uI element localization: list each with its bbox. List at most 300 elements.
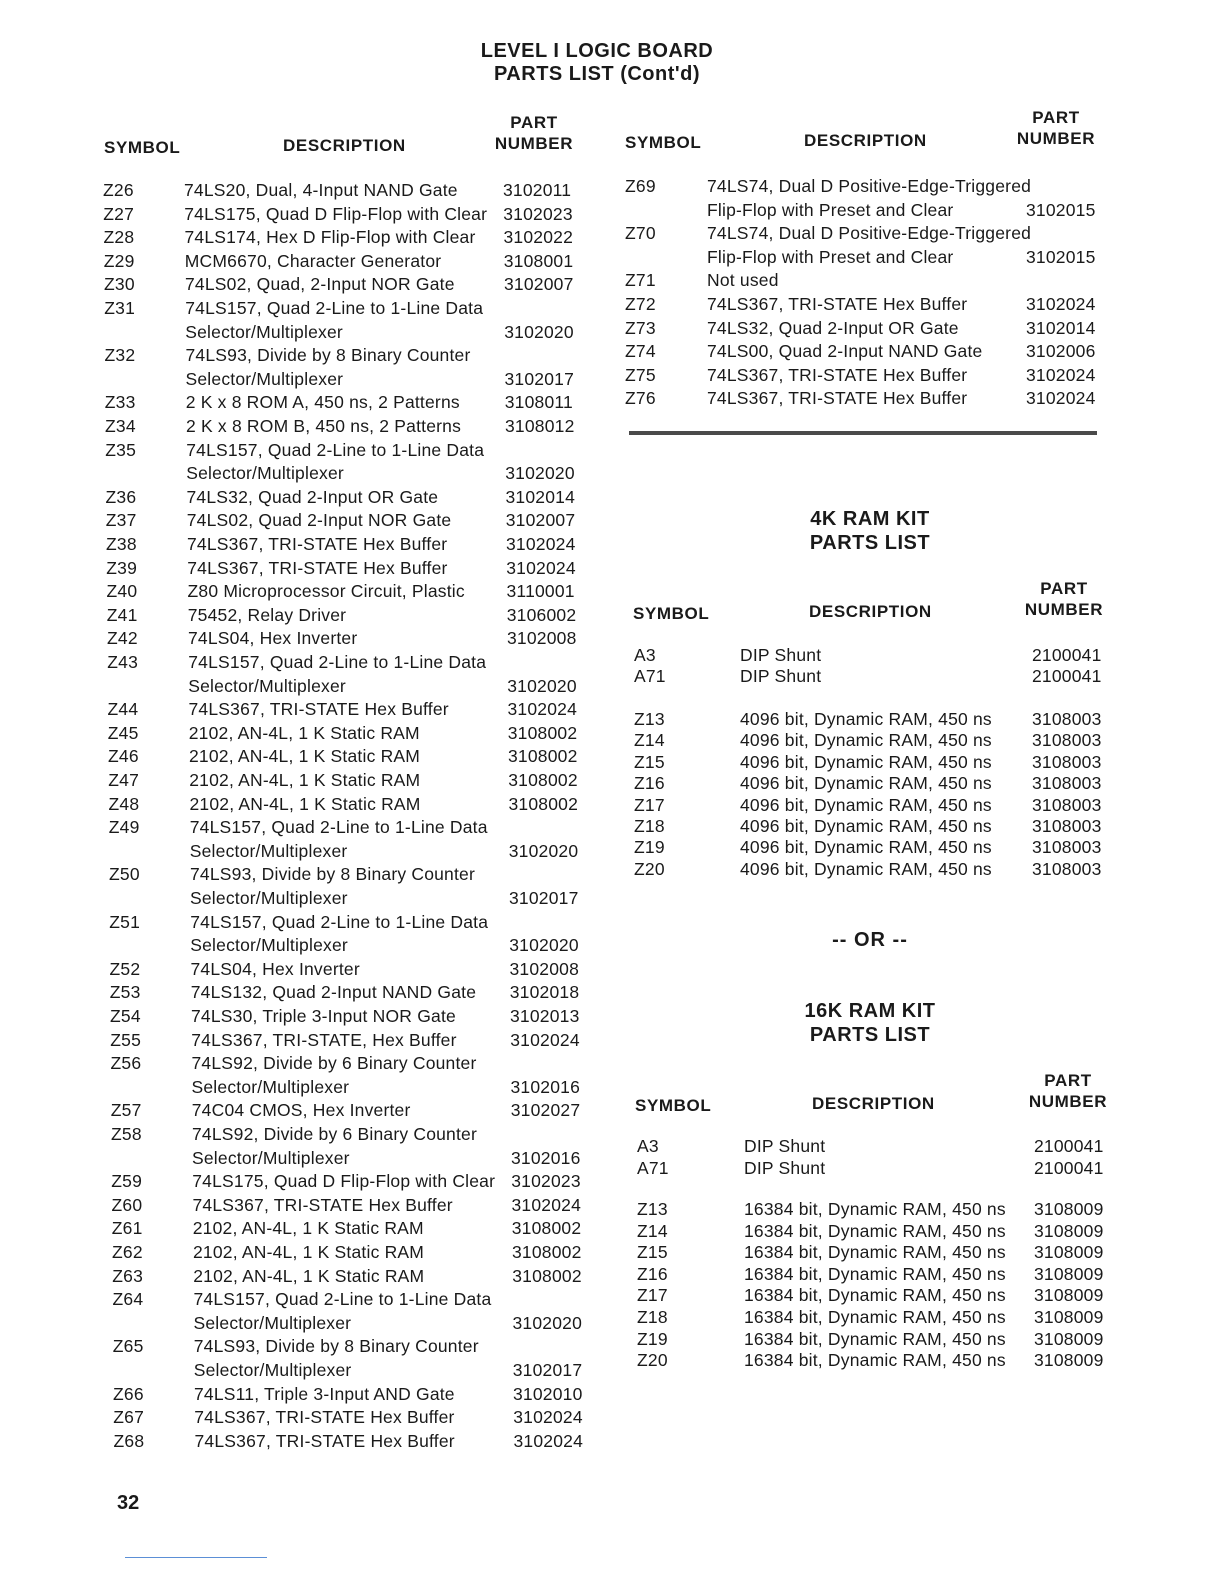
row-part-number: 3108011 <box>504 392 573 413</box>
table-row <box>634 709 1114 730</box>
row-part-number: 3102022 <box>503 227 574 248</box>
table-row <box>111 1052 611 1099</box>
table-row <box>637 1136 1117 1158</box>
row-part-number: 2100041 <box>1034 1157 1104 1178</box>
row-description: 74LS367, TRI-STATE Hex Buffer <box>707 294 968 314</box>
row-symbol: Z57 <box>110 1100 142 1121</box>
row-description: Flip-Flop with Preset and Clear <box>707 246 954 267</box>
row-description: 4096 bit, Dynamic RAM, 450 ns <box>740 837 992 858</box>
row-description: 74LS32, Quad 2-Input OR Gate <box>186 486 439 507</box>
row-symbol: Z32 <box>104 345 136 366</box>
table-row <box>634 859 1114 880</box>
table-row <box>106 509 606 533</box>
row-part-number: 3102013 <box>510 1006 580 1026</box>
row-description: 2 K x 8 ROM A, 450 ns, 2 Patterns <box>185 392 460 413</box>
row-part-number: 3108003 <box>1032 730 1102 751</box>
kit-16k-title <box>720 999 1020 1047</box>
row-symbol: Z50 <box>109 864 140 885</box>
kit-16k-number-header-line: NUMBER <box>1028 1092 1108 1111</box>
table-row <box>103 203 603 227</box>
row-part-number: 3102010 <box>513 1383 583 1404</box>
row-symbol: Z62 <box>112 1242 143 1262</box>
row-symbol: Z67 <box>113 1407 145 1428</box>
table-row <box>108 769 608 793</box>
row-symbol: Z63 <box>112 1265 144 1286</box>
footer-rule <box>125 1557 267 1558</box>
table-row <box>105 344 605 391</box>
row-symbol: Z34 <box>105 416 136 436</box>
row-part-number: 2100041 <box>1032 645 1102 665</box>
table-row <box>634 752 1114 773</box>
row-part-number: 3108009 <box>1034 1242 1104 1263</box>
row-part-number: 3102020 <box>512 1312 583 1333</box>
table-row <box>109 793 609 817</box>
table-row <box>113 1406 613 1430</box>
row-part-number: 3102024 <box>513 1407 583 1428</box>
row-description: 74LS367, TRI-STATE Hex Buffer <box>707 364 968 385</box>
row-part-number: 3102020 <box>509 935 579 956</box>
row-description: Selector/Multiplexer <box>193 1359 352 1380</box>
row-symbol: Z27 <box>103 203 135 224</box>
row-description: 74LS93, Divide by 8 Binary Counter <box>185 345 471 366</box>
row-symbol: Z58 <box>111 1124 142 1144</box>
row-part-number: 3102024 <box>507 699 578 720</box>
row-description: 74LS30, Triple 3-Input NOR Gate <box>191 1006 456 1026</box>
row-part-number: 3102024 <box>1026 388 1096 409</box>
row-description: 2102, AN-4L, 1 K Static RAM <box>193 1265 425 1286</box>
row-symbol: Z60 <box>111 1194 143 1215</box>
row-part-number: 3102024 <box>511 1194 582 1215</box>
table-row <box>113 1288 613 1335</box>
table-row <box>106 486 606 510</box>
table-row <box>113 1335 613 1382</box>
row-description: 74LS20, Dual, 4-Input NAND Gate <box>184 180 458 200</box>
row-symbol: Z56 <box>110 1053 142 1074</box>
row-symbol: Z72 <box>625 294 656 314</box>
row-part-number: 3102017 <box>512 1359 583 1380</box>
row-symbol: Z65 <box>112 1336 144 1357</box>
row-symbol: Z53 <box>109 982 141 1003</box>
row-description: 4096 bit, Dynamic RAM, 450 ns <box>740 794 992 815</box>
table-row <box>109 816 609 863</box>
row-part-number: 3102024 <box>506 534 576 554</box>
row-part-number: 3102024 <box>510 1029 580 1050</box>
row-description: 74LS04, Hex Inverter <box>188 628 358 649</box>
table-row <box>109 911 609 958</box>
row-symbol: Z61 <box>111 1218 143 1239</box>
table-row <box>637 1329 1117 1351</box>
row-part-number: 3108009 <box>1034 1199 1104 1219</box>
row-symbol: Z13 <box>634 709 665 729</box>
kit-16k-part-header-line: PART <box>1044 1071 1092 1090</box>
row-symbol: A3 <box>634 645 656 665</box>
row-symbol: Z64 <box>112 1289 144 1310</box>
row-description: Selector/Multiplexer <box>185 321 343 342</box>
row-part-number: 3102027 <box>510 1100 581 1121</box>
row-symbol: Z18 <box>637 1307 668 1327</box>
right-symbol-header: SYMBOL <box>625 133 702 152</box>
table-row <box>113 1383 613 1407</box>
table-row <box>634 773 1114 794</box>
row-description: Selector/Multiplexer <box>188 675 346 696</box>
row-symbol: Z17 <box>637 1285 668 1306</box>
row-part-number: 3102024 <box>513 1430 584 1451</box>
row-part-number: 3108009 <box>1034 1263 1104 1284</box>
table-row <box>105 391 605 415</box>
table-row <box>111 1170 611 1194</box>
row-symbol: Z13 <box>637 1199 668 1219</box>
table-row <box>625 269 1105 293</box>
row-description: 16384 bit, Dynamic RAM, 450 ns <box>744 1220 1006 1241</box>
row-description: Selector/Multiplexer <box>190 935 348 956</box>
table-row <box>107 651 607 698</box>
table-row <box>104 297 604 344</box>
row-description: Selector/Multiplexer <box>185 368 344 389</box>
table-row <box>634 795 1114 816</box>
row-symbol: A3 <box>637 1136 659 1156</box>
row-part-number: 3108009 <box>1034 1307 1104 1327</box>
row-description: 4096 bit, Dynamic RAM, 450 ns <box>740 709 992 729</box>
row-part-number: 3102007 <box>505 510 576 531</box>
table-row <box>625 293 1105 317</box>
table-row <box>104 250 604 274</box>
table-row <box>637 1158 1117 1180</box>
table-row <box>105 415 605 439</box>
row-part-number: 3102020 <box>504 321 574 342</box>
kit-4k-description-header: DESCRIPTION <box>809 602 932 621</box>
row-symbol: Z28 <box>103 227 135 248</box>
row-part-number: 3102017 <box>504 368 575 389</box>
page-title <box>0 40 1194 86</box>
row-symbol: Z19 <box>634 837 665 858</box>
row-description: DIP Shunt <box>740 645 822 665</box>
table-row <box>111 1123 611 1170</box>
table-row <box>114 1430 614 1454</box>
row-part-number: 3108012 <box>505 416 575 436</box>
table-row <box>637 1307 1117 1329</box>
row-part-number: 3102007 <box>504 274 574 295</box>
row-description: Selector/Multiplexer <box>193 1312 352 1333</box>
row-symbol: Z71 <box>625 270 656 291</box>
row-symbol: Z39 <box>106 557 138 578</box>
row-description: 74LS04, Hex Inverter <box>190 958 360 979</box>
row-description: Selector/Multiplexer <box>191 1076 350 1097</box>
row-description: 75452, Relay Driver <box>187 604 347 625</box>
row-symbol: Z19 <box>637 1328 668 1349</box>
row-description: 16384 bit, Dynamic RAM, 450 ns <box>744 1263 1006 1284</box>
section-divider <box>629 431 1097 435</box>
table-row <box>107 627 607 651</box>
row-part-number: 3108003 <box>1032 837 1102 858</box>
table-row <box>112 1265 612 1289</box>
table-row <box>104 273 604 297</box>
row-description: 74LS367, TRI-STATE, Hex Buffer <box>191 1029 457 1050</box>
row-symbol: Z18 <box>634 816 665 836</box>
table-row <box>625 317 1105 341</box>
row-description: Selector/Multiplexer <box>192 1147 350 1168</box>
row-symbol: Z15 <box>637 1242 668 1263</box>
row-part-number: 3108009 <box>1034 1350 1104 1371</box>
table-row <box>110 1029 610 1053</box>
row-part-number: 3108003 <box>1032 751 1102 772</box>
table-row <box>103 179 603 203</box>
row-part-number: 3110001 <box>506 581 575 602</box>
table-row <box>625 387 1105 411</box>
row-description: 4096 bit, Dynamic RAM, 450 ns <box>740 773 992 794</box>
table-row <box>110 981 610 1005</box>
row-description: 4096 bit, Dynamic RAM, 450 ns <box>740 858 992 879</box>
table-row <box>112 1194 612 1218</box>
row-part-number: 3108009 <box>1034 1285 1104 1306</box>
table-row <box>637 1285 1117 1307</box>
row-symbol: Z29 <box>103 250 135 271</box>
row-description: 16384 bit, Dynamic RAM, 450 ns <box>744 1285 1006 1306</box>
left-part-header-line: PART <box>510 113 558 132</box>
kit-4k-title-line-1: 4K RAM KIT <box>810 508 930 530</box>
table-row <box>634 666 1114 687</box>
row-symbol: Z69 <box>625 176 656 196</box>
row-symbol: Z73 <box>625 317 656 338</box>
row-description: Selector/Multiplexer <box>190 887 348 908</box>
row-description: 2102, AN-4L, 1 K Static RAM <box>189 770 421 790</box>
row-description: Z80 Microprocessor Circuit, Plastic <box>187 581 465 602</box>
row-description: 74LS174, Hex D Flip-Flop with Clear <box>184 227 476 248</box>
row-part-number: 3102008 <box>509 958 580 979</box>
row-description: 74LS367, TRI-STATE Hex Buffer <box>187 534 448 554</box>
row-description: 74LS367, TRI-STATE Hex Buffer <box>188 699 449 720</box>
row-description: 74LS157, Quad 2-Line to 1-Line Data <box>190 911 489 932</box>
row-description: 16384 bit, Dynamic RAM, 450 ns <box>744 1199 1006 1219</box>
row-symbol: Z59 <box>111 1171 143 1192</box>
row-part-number: 3108002 <box>512 1242 582 1262</box>
table-row <box>634 730 1114 751</box>
table-row <box>637 1242 1117 1264</box>
table-row <box>625 222 1105 269</box>
table-row <box>637 1221 1117 1243</box>
row-description: 2102, AN-4L, 1 K Static RAM <box>188 722 420 743</box>
row-description: 2102, AN-4L, 1 K Static RAM <box>189 746 421 767</box>
row-symbol: Z16 <box>634 773 665 794</box>
row-part-number: 3102018 <box>509 982 580 1003</box>
row-symbol: Z74 <box>625 341 656 362</box>
table-row <box>106 557 606 581</box>
row-part-number: 3102016 <box>511 1147 581 1168</box>
row-part-number: 3102024 <box>1026 294 1096 314</box>
row-description: 74LS74, Dual D Positive-Edge-Triggered <box>707 223 1032 244</box>
row-part-number: 3108002 <box>508 746 578 767</box>
table-row <box>108 745 608 769</box>
row-part-number: 3102024 <box>506 557 576 578</box>
row-description: DIP Shunt <box>744 1136 826 1156</box>
row-part-number: 2100041 <box>1032 666 1102 687</box>
kit-16k-description-header: DESCRIPTION <box>812 1094 935 1113</box>
row-part-number: 3102020 <box>505 463 575 484</box>
row-description: 74LS93, Divide by 8 Binary Counter <box>193 1336 479 1357</box>
kit-4k-part-number-header <box>1020 578 1108 620</box>
row-symbol: Z38 <box>106 534 137 554</box>
row-symbol: Z48 <box>108 793 140 814</box>
row-description: 74LS92, Divide by 6 Binary Counter <box>192 1124 478 1144</box>
row-part-number: 3102017 <box>509 887 579 908</box>
row-description: 74LS132, Quad 2-Input NAND Gate <box>190 982 477 1003</box>
row-description: 74LS367, TRI-STATE Hex Buffer <box>707 388 968 409</box>
table-row <box>104 226 604 250</box>
row-description: 74LS02, Quad 2-Input NOR Gate <box>186 510 452 531</box>
row-description: DIP Shunt <box>740 666 822 687</box>
row-description: Flip-Flop with Preset and Clear <box>707 199 954 220</box>
row-part-number: 3102023 <box>511 1171 581 1192</box>
page-number: 32 <box>117 1492 140 1514</box>
row-description: 74C04 CMOS, Hex Inverter <box>191 1100 411 1121</box>
row-symbol: Z55 <box>110 1029 142 1050</box>
left-symbol-header: SYMBOL <box>104 138 181 157</box>
row-symbol: Z42 <box>107 628 138 649</box>
row-description: MCM6670, Character Generator <box>184 250 442 271</box>
left-description-header: DESCRIPTION <box>283 136 406 155</box>
row-description: 74LS367, TRI-STATE Hex Buffer <box>194 1430 455 1451</box>
row-part-number: 3102015 <box>1026 199 1096 220</box>
row-part-number: 3102016 <box>510 1076 581 1097</box>
right-part-number-header <box>1012 107 1100 149</box>
row-symbol: Z16 <box>637 1263 668 1284</box>
row-description: 2102, AN-4L, 1 K Static RAM <box>193 1242 425 1262</box>
row-description: 74LS157, Quad 2-Line to 1-Line Data <box>185 298 484 318</box>
row-symbol: Z76 <box>625 388 656 409</box>
row-symbol: Z44 <box>107 699 139 720</box>
row-part-number: 3108009 <box>1034 1328 1104 1349</box>
kit-16k-title-line-2: PARTS LIST <box>809 1024 931 1046</box>
row-symbol: Z14 <box>634 730 665 751</box>
row-description: 74LS367, TRI-STATE Hex Buffer <box>187 557 448 578</box>
row-description: 74LS175, Quad D Flip-Flop with Clear <box>184 203 488 224</box>
row-symbol: Z46 <box>108 746 139 767</box>
row-description: 74LS175, Quad D Flip-Flop with Clear <box>192 1171 496 1192</box>
row-part-number: 3102024 <box>1026 364 1096 385</box>
row-description: 74LS157, Quad 2-Line to 1-Line Data <box>186 439 485 460</box>
table-row <box>637 1350 1117 1372</box>
right-number-header-line: NUMBER <box>1016 129 1096 148</box>
row-description: Selector/Multiplexer <box>186 463 344 484</box>
table-row <box>634 837 1114 858</box>
table-row <box>108 722 608 746</box>
table-row <box>112 1241 612 1265</box>
row-symbol: A71 <box>634 666 666 687</box>
row-description: 16384 bit, Dynamic RAM, 450 ns <box>744 1350 1006 1371</box>
row-symbol: Z20 <box>634 858 665 879</box>
row-part-number: 3108003 <box>1032 816 1102 836</box>
table-row <box>107 580 607 604</box>
row-symbol: Z40 <box>106 581 138 602</box>
kit-4k-title-line-2: PARTS LIST <box>809 532 931 554</box>
row-part-number: 3108002 <box>512 1265 582 1286</box>
left-part-number-header <box>490 112 578 154</box>
row-description: Selector/Multiplexer <box>189 840 348 861</box>
row-description: DIP Shunt <box>744 1157 826 1178</box>
row-description: 74LS367, TRI-STATE Hex Buffer <box>194 1407 455 1428</box>
row-symbol: Z14 <box>637 1220 668 1241</box>
row-description: 74LS367, TRI-STATE Hex Buffer <box>192 1194 453 1215</box>
row-symbol: Z26 <box>103 180 134 200</box>
row-description: Not used <box>707 270 779 291</box>
kit-16k-title-line-1: 16K RAM KIT <box>804 1000 936 1022</box>
table-row <box>637 1264 1117 1286</box>
table-row <box>106 533 606 557</box>
table-row <box>111 1099 611 1123</box>
row-description: 2 K x 8 ROM B, 450 ns, 2 Patterns <box>186 416 462 436</box>
row-description: 74LS11, Triple 3-Input AND Gate <box>194 1383 455 1404</box>
table-row <box>110 958 610 982</box>
kit-4k-symbol-header: SYMBOL <box>633 604 710 623</box>
row-symbol: A71 <box>637 1157 669 1178</box>
table-row <box>625 364 1105 388</box>
row-symbol: Z37 <box>105 510 137 531</box>
table-row <box>109 863 609 910</box>
kit-16k-part-number-header <box>1024 1070 1112 1112</box>
page-title-line-1: LEVEL I LOGIC BOARD <box>480 40 714 62</box>
row-part-number: 3108003 <box>1032 773 1102 794</box>
row-description: 2102, AN-4L, 1 K Static RAM <box>192 1218 424 1239</box>
row-part-number: 3102014 <box>505 486 576 507</box>
table-row <box>108 698 608 722</box>
kit-4k-number-header-line: NUMBER <box>1024 600 1104 619</box>
row-part-number: 3108001 <box>503 250 574 271</box>
table-row <box>634 816 1114 837</box>
or-separator: -- OR -- <box>832 929 908 951</box>
row-symbol: Z35 <box>105 439 137 460</box>
row-symbol: Z68 <box>113 1430 145 1451</box>
page-title-line-2: PARTS LIST (Cont'd) <box>493 63 701 85</box>
row-part-number: 3102023 <box>503 203 573 224</box>
row-symbol: Z45 <box>107 722 139 743</box>
row-part-number: 3102015 <box>1026 246 1096 267</box>
row-description: 74LS32, Quad 2-Input OR Gate <box>707 317 959 338</box>
row-description: 74LS157, Quad 2-Line to 1-Line Data <box>193 1289 492 1310</box>
row-symbol: Z52 <box>109 958 141 979</box>
row-part-number: 3108009 <box>1034 1220 1104 1241</box>
row-description: 16384 bit, Dynamic RAM, 450 ns <box>744 1328 1006 1349</box>
row-part-number: 3108003 <box>1032 858 1102 879</box>
right-part-header-line: PART <box>1032 108 1080 127</box>
row-symbol: Z33 <box>104 392 136 413</box>
kit-16k-symbol-header: SYMBOL <box>635 1096 712 1115</box>
row-description: 4096 bit, Dynamic RAM, 450 ns <box>740 730 992 751</box>
kit-4k-title <box>720 507 1020 555</box>
row-part-number: 3108003 <box>1032 794 1102 815</box>
row-description: 74LS157, Quad 2-Line to 1-Line Data <box>188 652 487 672</box>
row-symbol: Z70 <box>625 223 656 244</box>
row-description: 4096 bit, Dynamic RAM, 450 ns <box>740 751 992 772</box>
row-symbol: Z47 <box>108 770 140 790</box>
row-symbol: Z36 <box>105 486 137 507</box>
row-symbol: Z49 <box>108 817 140 838</box>
row-description: 2102, AN-4L, 1 K Static RAM <box>189 793 421 814</box>
row-symbol: Z75 <box>625 364 656 385</box>
row-symbol: Z51 <box>109 911 141 932</box>
row-part-number: 3108002 <box>508 770 578 790</box>
table-row <box>107 604 607 628</box>
row-part-number: 3102006 <box>1026 341 1096 362</box>
row-part-number: 3108002 <box>507 722 578 743</box>
table-row <box>625 175 1105 222</box>
left-number-header-line: NUMBER <box>494 134 574 153</box>
row-symbol: Z43 <box>107 652 139 672</box>
row-description: 4096 bit, Dynamic RAM, 450 ns <box>740 816 992 836</box>
table-row <box>625 340 1105 364</box>
row-description: 74LS02, Quad, 2-Input NOR Gate <box>185 274 455 295</box>
table-row <box>112 1217 612 1241</box>
table-row <box>637 1199 1117 1221</box>
row-description: 74LS157, Quad 2-Line to 1-Line Data <box>189 817 488 838</box>
